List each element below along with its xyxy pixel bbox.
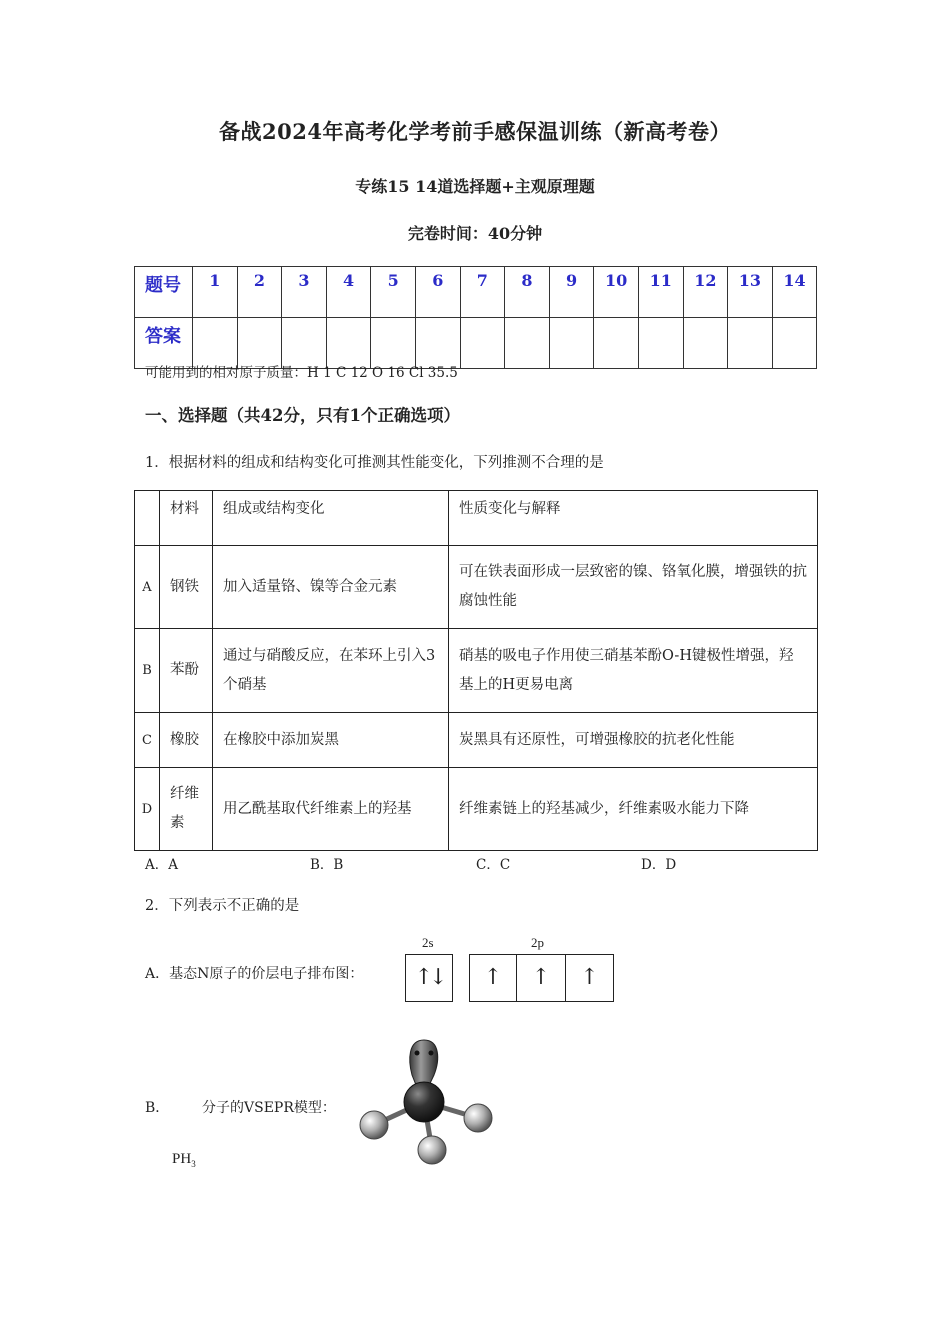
table-header: 材料: [160, 491, 213, 546]
q2-option-a: A．基态N原子的价层电子排布图：: [145, 966, 364, 982]
table-header: 组成或结构变化: [213, 491, 449, 546]
hydrogen-atom: [360, 1111, 388, 1139]
answer-cell[interactable]: [638, 318, 683, 369]
page-subtitle: 专练15 14道选择题+主观原理题: [355, 177, 595, 196]
orbital-label-2p: 2p: [531, 935, 544, 950]
up-arrow-icon: ↑: [580, 965, 599, 990]
question-number: 14: [772, 267, 817, 318]
question-number: 6: [415, 267, 460, 318]
question-number: 9: [549, 267, 594, 318]
option-d[interactable]: D．D: [641, 857, 677, 873]
answer-cell[interactable]: [683, 318, 728, 369]
question-number: 1: [193, 267, 238, 318]
paired-arrows-icon: ↑↓: [414, 965, 444, 990]
row-property: 纤维素链上的羟基减少，纤维素吸水能力下降: [449, 768, 818, 851]
formula-subscript: 3: [191, 1159, 196, 1169]
question-number: 11: [638, 267, 683, 318]
question-number: 2: [237, 267, 282, 318]
option-a[interactable]: A．A: [145, 857, 178, 873]
page-title: 备战2024年高考化学考前手感保温训练（新高考卷）: [219, 119, 731, 144]
atomic-masses: 可能用到的相对原子质量：H 1 C 12 O 16 Cl 35.5: [145, 365, 458, 381]
formula-ph3: [172, 1151, 196, 1169]
option-c[interactable]: C．C: [476, 857, 511, 873]
answer-cell[interactable]: [772, 318, 817, 369]
row-material: 纤维素: [160, 768, 213, 851]
option-b[interactable]: B．B: [310, 857, 344, 873]
answer-cell[interactable]: [460, 318, 505, 369]
question-number: 3: [282, 267, 327, 318]
table-header-row: [135, 491, 818, 546]
orbital-box-2p-1: [469, 954, 517, 1002]
row-change: 加入适量铬、镍等合金元素: [213, 546, 449, 629]
row-material: 橡胶: [160, 713, 213, 768]
row-property: 硝基的吸电子作用使三硝基苯酚O-H键极性增强，羟基上的H更易电离: [449, 629, 818, 713]
vsepr-model-image: [352, 1030, 502, 1170]
up-arrow-icon: ↑: [531, 965, 551, 990]
row-change: 通过与硝酸反应，在苯环上引入3个硝基: [213, 629, 449, 713]
exam-time: 完卷时间：40分钟: [407, 224, 543, 243]
up-arrow-icon: ↑: [483, 965, 503, 990]
answer-table-number-row: [135, 267, 817, 318]
answer-cell[interactable]: [728, 318, 773, 369]
row-property: 炭黑具有还原性，可增强橡胶的抗老化性能: [449, 713, 818, 768]
answer-cell[interactable]: [594, 318, 639, 369]
question-number: 8: [505, 267, 550, 318]
row-change: 在橡胶中添加炭黑: [213, 713, 449, 768]
question-2-stem: 2．下列表示不正确的是: [145, 898, 300, 914]
hydrogen-atom: [418, 1136, 446, 1164]
row-label-answer: 答案: [135, 318, 193, 369]
question-1-stem: 1．根据材料的组成和结构变化可推测其性能变化，下列推测不合理的是: [145, 455, 604, 471]
phosphorus-atom: [404, 1082, 444, 1122]
table-row: [135, 768, 818, 851]
question-number: 5: [371, 267, 416, 318]
table-header-blank: [135, 491, 160, 546]
question-1-table: [134, 490, 818, 851]
table-row: [135, 629, 818, 713]
orbital-box-2p-2: [516, 954, 566, 1002]
table-row: [135, 546, 818, 629]
row-label: D: [135, 768, 160, 851]
q2-option-b-prefix: B．: [145, 1100, 170, 1116]
table-row: [135, 713, 818, 768]
row-property: 可在铁表面形成一层致密的镍、铬氧化膜，增强铁的抗腐蚀性能: [449, 546, 818, 629]
row-label-number: 题号: [135, 267, 193, 318]
q2-option-b-text: 分子的VSEPR模型：: [202, 1100, 336, 1116]
answer-table: [134, 266, 817, 369]
row-label: B: [135, 629, 160, 713]
answer-cell[interactable]: [505, 318, 550, 369]
orbital-box-2p-3: [565, 954, 614, 1002]
row-change: 用乙酰基取代纤维素上的羟基: [213, 768, 449, 851]
table-header: 性质变化与解释: [449, 491, 818, 546]
row-label: C: [135, 713, 160, 768]
row-label: A: [135, 546, 160, 629]
question-number: 4: [326, 267, 371, 318]
hydrogen-atom: [464, 1104, 492, 1132]
section-heading: 一、选择题（共42分，只有1个正确选项）: [145, 406, 460, 425]
answer-cell[interactable]: [549, 318, 594, 369]
question-number: 13: [728, 267, 773, 318]
question-number: 10: [594, 267, 639, 318]
row-material: 苯酚: [160, 629, 213, 713]
formula-main: PH: [172, 1151, 192, 1167]
row-material: 钢铁: [160, 546, 213, 629]
orbital-label-2s: 2s: [422, 935, 434, 950]
question-number: 7: [460, 267, 505, 318]
question-number: 12: [683, 267, 728, 318]
orbital-box-2s: [405, 954, 453, 1002]
